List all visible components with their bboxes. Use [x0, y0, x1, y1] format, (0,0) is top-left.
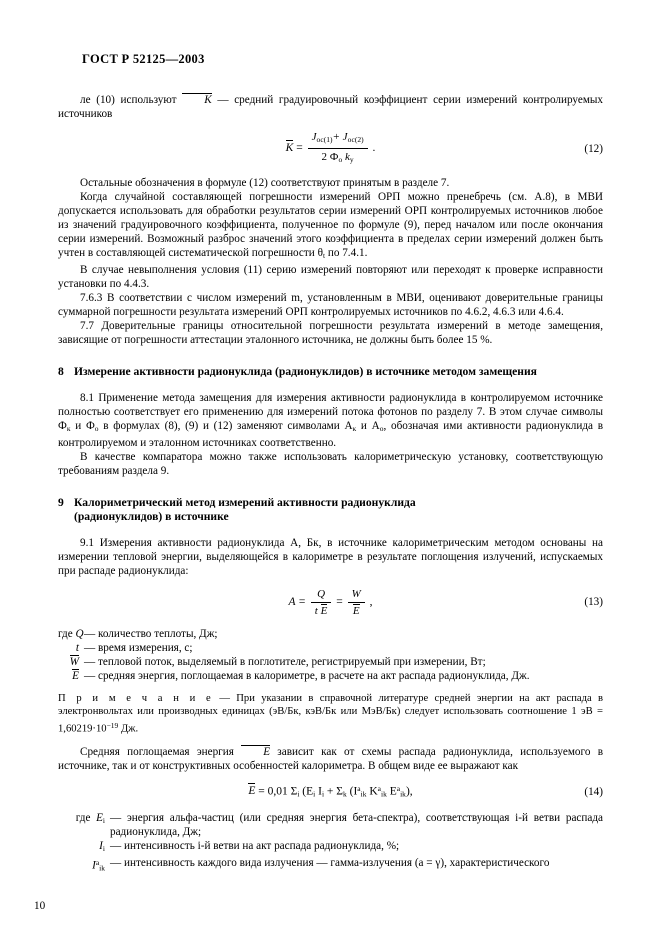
- formula-13: A = $\frac{Q}{\text{t E}}$ = $\frac{W}{E}$ , (13): [288, 587, 603, 617]
- definition-row: где $E_i$ — энергия альфа-частиц (или средняя энергия бета-спектра), соответствующая i-й ветви распада радионуклида, Дж;: [75, 811, 603, 838]
- clause-9-1: 9.1 Измерения активности радионуклида A, Бк, в источнике калориметрическим методом основаны на измерении тепловой энергии, выделяющейся в калориметре в результате поглощения излучений, испускаемых при распаде радионуклида:: [58, 536, 603, 577]
- definition-row: $I^a_{ik}$ — интенсивность каждого вида излучения — гамма-излучения (a = γ), характеристического: [92, 856, 550, 873]
- intro-paragraph: ле (10) используют K — средний градуировочный коэффициент серии измерений контролируемых источников: [58, 94, 604, 120]
- formula-14-lhs: E: [248, 785, 256, 798]
- section-8-title: Измерение активности радионуклида (радионуклидов) в источнике методом замещения: [74, 365, 537, 379]
- section-9-number: 9: [58, 495, 64, 509]
- formula-14: E = 0,01 $\Sigma_i$ ($E_i$ $I_i + \Sigma_k$ ($I^a_{ik}$ $K^a_{ik}$ $E^a_{ik}$), (14): [248, 784, 603, 799]
- formula-12-lhs: K: [285, 142, 294, 155]
- formula-13-fraction-2: $\frac{W}{E}$: [348, 587, 365, 618]
- e-bar-symbol: E: [241, 747, 270, 759]
- paragraph-1: Остальные обозначения в формуле (12) соответствуют принятым в разделе 7.: [80, 177, 450, 190]
- clause-8-1-note: В качестве компаратора можно также использовать калориметрическую установку, соответствующую требованиям раздела 9.: [58, 450, 603, 477]
- k-bar-symbol: K: [182, 95, 211, 107]
- paragraph-3: В случае невыполнения условия (11) серию измерений повторяют или переходят к проверке исправности установки по 4.4.3.: [58, 264, 603, 291]
- page-number: 10: [34, 900, 46, 912]
- formula-12-fraction: $\frac{J_{ос(1)}+ J_{ос(2)}}{2 Ф_о k_у}$: [308, 130, 368, 167]
- document-body: [58, 93, 603, 875]
- clause-8-1: 8.1 Применение метода замещения для измерения активности радионуклида в контролируемом источнике полностью соответствует его применению для измерений потока фотонов по разделу 7. В этом случае символы $Ф_к$ и $Ф_о$ в формулах (8), (9) и (12) заменяют символами $A_к$ и $A_о$, обозначая ими активности радионуклида в контролируемом и эталонном источниках соответственно.: [58, 391, 603, 449]
- page-header: ГОСТ Р 52125—2003: [82, 52, 205, 66]
- definitions-13: [58, 627, 603, 683]
- note-block: П р и м е ч а н и е — При указании в справочной литературе средней энергии на акт распада в электронвольтах или производных единицах (эВ/Бк, кэВ/Бк или МэВ/Бк) следует использовать соотношение 1 эВ = $1,60219\cdot 10^{-19}$ Дж.: [58, 692, 603, 735]
- section-9-body: [58, 536, 603, 875]
- clause-7-6-3: 7.6.3 В соответствии с числом измерений m, установленным в МВИ, оценивают доверительные границы суммарной погрешности результата измерений ОРП контролируемых источников по 4.6.2, 4.6.3 или 4.6.4.: [58, 292, 603, 319]
- definition-row: W — тепловой поток, выделяемый в поглотителе, регистрируемый при измерении, Вт;: [69, 655, 486, 668]
- section-8-heading: [58, 365, 603, 380]
- definition-row: где Q — количество теплоты, Дж;: [58, 627, 218, 640]
- section-9-title-line2: (радионуклидов) в источнике: [74, 510, 229, 524]
- section-8-body: [58, 391, 603, 478]
- paragraph-2: Когда случайной составляющей погрешности измерений ОРП можно пренебречь (см. А.8), в МВИ допускается использовать для обработки результатов серии измерений ОРП контролируемых источников любое из значений градуировочного коэффициента, полученное по формуле (9), перед началом или после окончания серии измерений. Возможный разброс значений этого коэффициента в пределах серии измерений должен быть учтен в составляющей систематической погрешности $\theta_t$ по 7.4.1.: [58, 191, 603, 261]
- section-9-heading: [58, 496, 603, 525]
- formula-13-lhs: A =: [288, 596, 306, 609]
- formula-12: K = $\frac{J_{ос(1)}+ J_{ос(2)}}{2 Ф_о k_у}$ . (12): [58, 130, 603, 167]
- paragraph-after-note: Средняя поглощаемая энергия E зависит как от схемы распада радионуклида, используемого в источнике, так и от конструктивных особенностей калориметра. В общем виде ее выражают как: [58, 746, 603, 773]
- definition-row: $I_i$ — интенсивность i-й ветви на акт распада радионуклида, %;: [99, 839, 400, 853]
- definition-row: t — время измерения, с;: [75, 641, 193, 654]
- clause-7-7: 7.7 Доверительные границы относительной погрешности результата измерений в методе замещения, зависящие от погрешности аттестации эталонного источника, не должны быть более 15 %.: [58, 320, 603, 347]
- formula-14-number: (14): [584, 785, 603, 798]
- section-8-number: 8: [58, 365, 64, 379]
- definition-row: E — средняя энергия, поглощаемая в калориметре, в расчете на акт распада радионуклида, Дж.: [72, 669, 530, 682]
- formula-13-fraction-1: $\frac{Q}{\text{t E}}$: [311, 587, 332, 618]
- formula-12-number: (12): [584, 142, 603, 155]
- formula-13-number: (13): [584, 596, 603, 609]
- note-label: П р и м е ч а н и е: [58, 692, 213, 704]
- definitions-14: [58, 811, 603, 876]
- section-9-title-line1: Калориметрический метод измерений активности радионуклида: [74, 495, 416, 509]
